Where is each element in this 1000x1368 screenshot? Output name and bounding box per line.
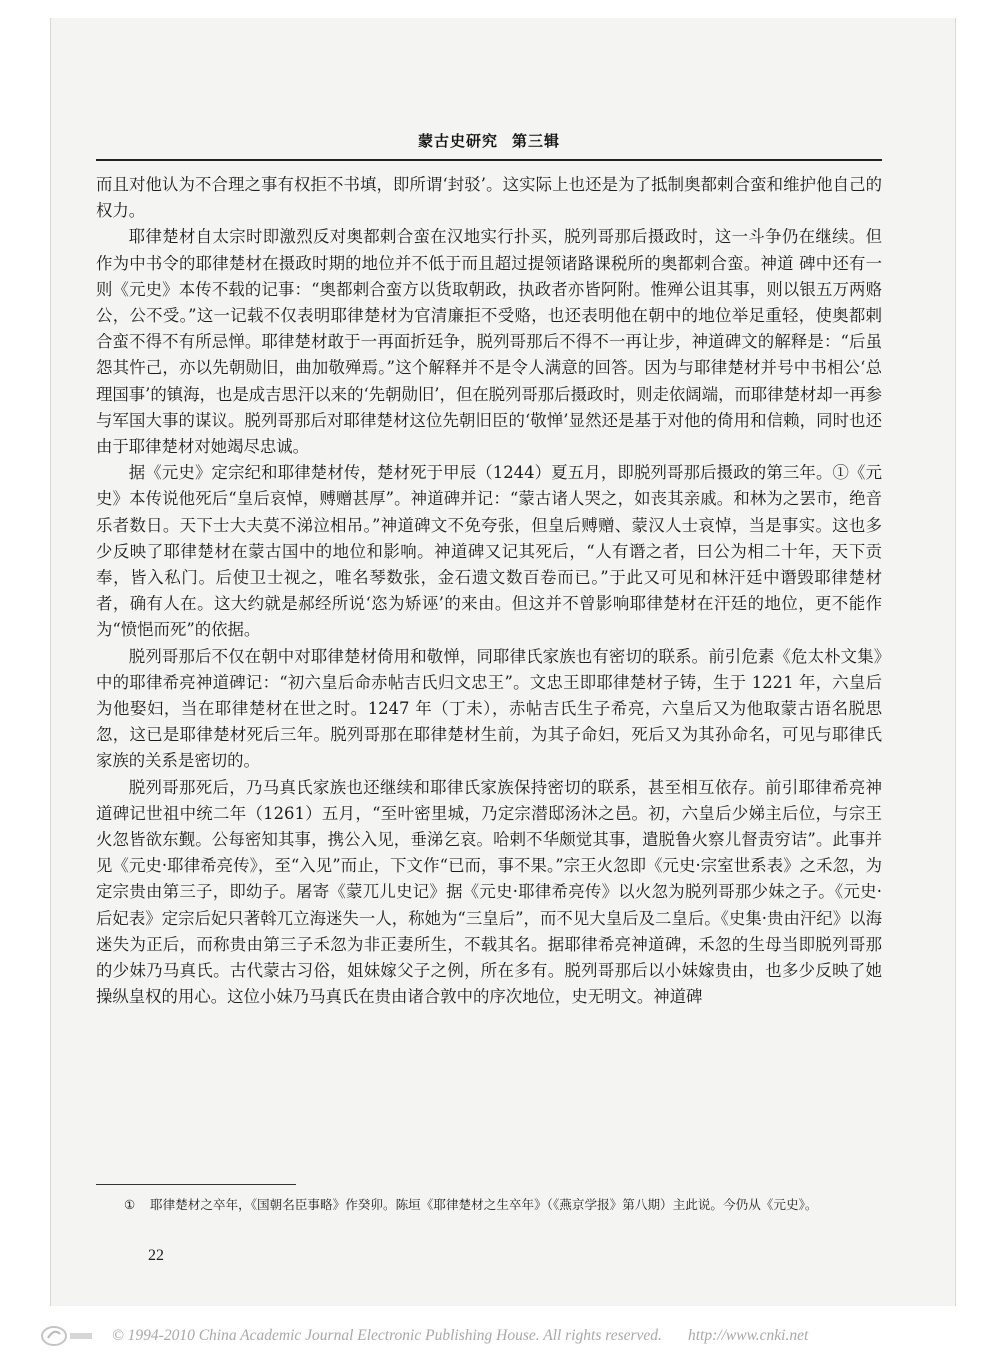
copyright-notice: © 1994-2010 China Academic Journal Electronic Publishing House. All rights reserved. [112,1327,662,1344]
cnki-link[interactable]: http://www.cnki.net [688,1327,809,1344]
paragraph-5: 脱列哥那死后，乃马真氏家族也还继续和耶律氏家族保持密切的联系，甚至相互依存。前引耶律希亮神道碑记世祖中统二年（1261）五月，“至叶密里城，乃定宗潜邸汤沐之邑。初，六皇后少娣主后位，与宗王火忽皆欲东觐。公每密知其事，携公入见，垂涕乞哀。哈剌不华颇觉其事，遣脱鲁火察儿督责穷诘”。此事并见《元史·耶律希亮传》，至“入见”而止，下文作“已而，事不果。”宗王火忽即《元史·宗室世系表》之禾忽，为定宗贵由第三子，即幼子。屠寄《蒙兀儿史记》据《元史·耶律希亮传》以火忽为脱列哥那少妹之子。《元史·后妃表》定宗后妃只著斡兀立海迷失一人，称她为“三皇后”，而不见大皇后及二皇后。《史集·贵由汗纪》以海迷失为正后，而称贵由第三子禾忽为非正妻所生，不载其名。据耶律希亮神道碑，禾忽的生母当即脱列哥那的少妹乃马真氏。古代蒙古习俗，姐妹嫁父子之例，所在多有。脱列哥那后以小妹嫁贵由，也多少反映了她操纵皇权的用心。这位小妹乃马真氏在贵由诸合敦中的序次地位，史无明文。神道碑 [96,777,882,1007]
paragraph-4: 脱列哥那后不仅在朝中对耶律楚材倚用和敬惮，同耶律氏家族也有密切的联系。前引危素《危太朴文集》中的耶律希亮神道碑记：“初六皇后命赤帖吉氏归文忠王”。文忠王即耶律楚材子铸，生于 1221 年，六皇后为他娶妇，当在耶律楚材在世之时。1247 年（丁未），赤帖吉氏生子希亮，六皇后又为他取蒙古语名脱思忽，这已是耶律楚材死后三年。脱列哥那在耶律楚材生前，为其子命妇，死后又为其孙命名，可见与耶律氏家族的关系是密切的。 [96,646,882,771]
cnki-logo-icon [40,1324,96,1348]
footnote [124,1192,882,1217]
cnki-logo-graphic [40,1324,96,1348]
journal-title: 蒙古史研究 [417,132,498,150]
paragraph-1: 而且对他认为不合理之事有权拒不书填，即所谓‘封驳’。这实际上也还是为了抵制奥都剌合蛮和维护他自己的权力。 [96,175,882,221]
paragraph-3: 据《元史》定宗纪和耶律楚材传，楚材死于甲辰（1244）夏五月，即脱列哥那后摄政的第三年。①《元史》本传说他死后“皇后哀悼，赙赠甚厚”。神道碑并记：“蒙古诸人哭之，如丧其亲戚。和林为之罢市，绝音乐者数日。天下士大夫莫不涕泣相吊。”神道碑文不免夸张，但皇后赙赠、蒙汉人士哀悼，当是事实。这也多少反映了耶律楚材在蒙古国中的地位和影响。神道碑又记其死后，“人有谮之者，曰公为相二十年，天下贡奉，皆入私门。后使卫士视之，唯名琴数张，金石遗文数百卷而已。”于此又可见和林汗廷中谮毁耶律楚材者，确有人在。这大约就是郝经所说‘恣为矫诬’的来由。但这并不曾影响耶律楚材在汗廷的地位，更不能作为“愤悒而死”的依据。 [96,463,882,640]
header-rule [96,159,882,161]
footnote-text: 耶律楚材之卒年，《国朝名臣事略》作癸卯。陈垣《耶律楚材之生卒年》（《燕京学报》第八期）主此说。今仍从《元史》。 [150,1197,818,1212]
paragraph-2: 耶律楚材自太宗时即激烈反对奥都剌合蛮在汉地实行扑买，脱列哥那后摄政时，这一斗争仍在继续。但作为中书令的耶律楚材在摄政时期的地位并不低于而且超过提领诸路课税所的奥都剌合蛮。神道 碑中还有一则《元史》本传不载的记事：“奥都剌合蛮方以货取朝政，执政者亦皆阿附。惟殚公诅其事，则以银五万两赂公，公不受。”这一记载不仅表明耶律楚材为官清廉拒不受赂，也还表明他在朝中的地位举足重轻，使奥都剌合蛮不得不有所忌惮。耶律楚材敢于一再面折廷争，脱列哥那后不得不一再让步，神道碑文的解释是：“后虽怨其忤己，亦以先朝勋旧，曲加敬殚焉。”这个解释并不是令人满意的回答。因为与耶律楚材并号中书相公‘总理国事’的镇海，也是成吉思汗以来的‘先朝勋旧’，但在脱列哥那后摄政时，则走依阔端，而耶律楚材却一再参与军国大事的谋议。脱列哥那后对耶律楚材这位先朝旧臣的‘敬惮’显然还是基于对他的倚用和信赖，同时也还由于耶律楚材对她竭尽忠诚。 [96,227,882,457]
copyright-bar [0,1310,1000,1368]
article-body [96,172,882,1162]
footnote-rule [96,1184,296,1185]
running-header [96,130,882,156]
issue-number: 第三辑 [512,132,561,150]
footnote-mark: ① [124,1197,136,1212]
page-number: 22 [148,1247,164,1264]
